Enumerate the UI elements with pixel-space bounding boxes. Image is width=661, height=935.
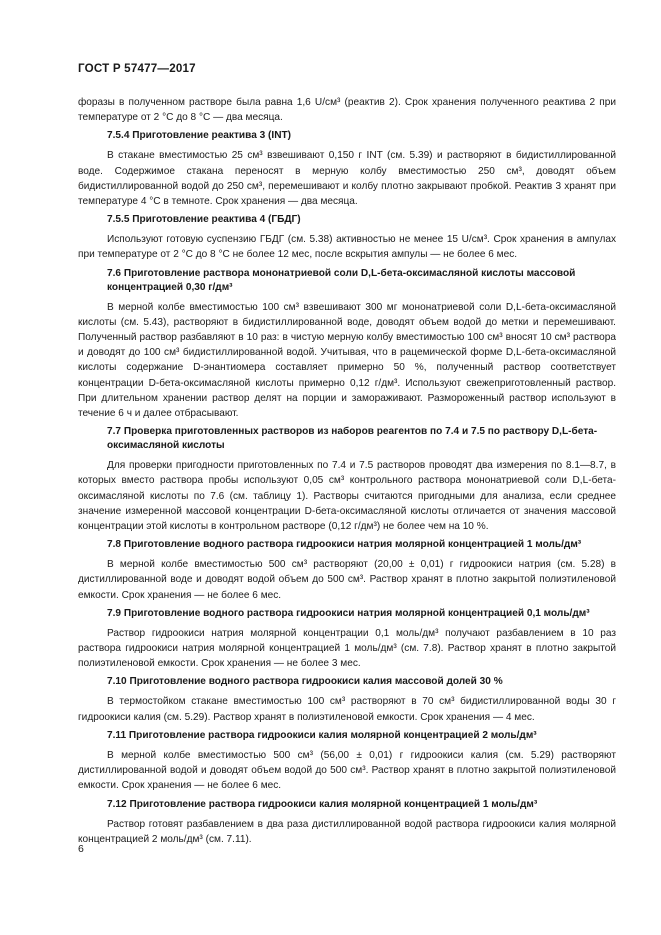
heading-7-8: 7.8 Приготовление водного раствора гидроокиси натрия молярной концентрацией 1 моль/дм³ [107, 539, 582, 551]
paragraph-7-5-5: Используют готовую суспензию ГБДГ (см. 5.38) активностью не менее 15 U/см³. Срок хранения в ампулах при температуре от 2 °С до 8 °С не более 12 мес, после вскрытия ампулы — не более 6 мес. [78, 234, 616, 261]
heading-7-11: 7.11 Приготовление раствора гидроокиси калия молярной концентрацией 2 моль/дм³ [107, 729, 537, 741]
paragraph-7-11: В мерной колбе вместимостью 500 см³ (56,00 ± 0,01) г гидроокиси калия (см. 5.29) растворяют дистиллированной водой и доводят объем водой до 500 см³. Раствор хранят в плотно закрытой полиэтиленовой емкости. Срок хранения — не более 6 мес. [78, 749, 616, 792]
heading-7-12: 7.12 Приготовление раствора гидроокиси калия молярной концентрацией 1 моль/дм³ [107, 798, 538, 810]
paragraph-continuation: форазы в полученном растворе была равна 1,6 U/см³ (реактив 2). Срок хранения полученного реактива 2 при температуре от 2 °С до 8 °С — два месяца. [78, 97, 616, 124]
heading-7-7: 7.7 Проверка приготовленных растворов из наборов реагентов по 7.4 и 7.5 по раствору D,L-бета-оксимасляной кислоты [107, 426, 598, 452]
heading-7-9: 7.9 Приготовление водного раствора гидроокиси натрия молярной концентрацией 0,1 моль/дм³ [107, 607, 590, 619]
heading-7-5-4: 7.5.4 Приготовление реактива 3 (INT) [107, 130, 292, 142]
paragraph-7-7: Для проверки пригодности приготовленных по 7.4 и 7.5 растворов проводят два измерения по 8.1—8.7, в которых вместо раствора пробы используют 0,05 см³ контрольного раствора мононатриевой соли D,L-бета-оксимасляной кислоты по 7.6 (см. таблицу 1). Растворы считаются пригодными для анализа, если среднее значение измеренной массовой концентрации D-бета-оксимасляной кислоты отличается от значения массовой концентрации этой кислоты в контрольном растворе (0,12 г/дм³) не более чем на 10 %. [78, 460, 616, 533]
paragraph-7-9: Раствор гидроокиси натрия молярной концентрации 0,1 моль/дм³ получают разбавлением в 10 раз раствора гидроокиси натрия молярной концентрацией 1 моль/дм³ (см. 7.8). Раствор хранят в плотно закрытой полиэтиленовой емкости. Срок хранения — не более 3 мес. [78, 627, 616, 670]
page-number: 6 [78, 843, 84, 855]
heading-7-10: 7.10 Приготовление водного раствора гидроокиси калия массовой долей 30 % [107, 676, 503, 688]
document-header: ГОСТ Р 57477—2017 [78, 62, 196, 75]
paragraph-7-8: В мерной колбе вместимостью 500 см³ растворяют (20,00 ± 0,01) г гидроокиси натрия (см. 5.28) в дистиллированной воде и доводят водой объем до 500 см³. Раствор хранят в плотно закрытой полиэтиленовой емкости. Срок хранения — не более 6 мес. [78, 559, 616, 601]
heading-7-6: 7.6 Приготовление раствора мононатриевой соли D,L-бета-оксимасляной кислоты массовой концентрацией 0,30 г/дм³ [107, 267, 576, 293]
document-body [78, 95, 616, 851]
paragraph-7-5-4: В стакане вместимостью 25 см³ взвешивают 0,150 г INT (см. 5.39) и растворяют в бидистиллированной воде. Содержимое стакана переносят в мерную колбу вместимостью 250 см³, доводят объем бидистиллированной водой до 250 см³, перемешивают и колбу плотно закрывают пробкой. Реактив 3 хранят при температуре 4 °С в темноте. Срок хранения — два месяца. [78, 150, 616, 208]
paragraph-7-12: Раствор готовят разбавлением в два раза дистиллированной водой раствора гидроокиси калия молярной концентрацией 2 моль/дм³ (см. 7.11). [78, 818, 616, 845]
paragraph-7-6: В мерной колбе вместимостью 100 см³ взвешивают 300 мг мононатриевой соли D,L-бета-оксимасляной кислоты (см. 5.43), растворяют в бидистиллированной воде, доводят объем водой до метки и перемешивают. Полученный раствор разбавляют в 10 раз: в чистую мерную колбу вместимостью 100 см³ вносят 10 см³ раствора и доводят до 100 см³ бидистиллированной водой. Учитывая, что в рацемической форме D,L-бета-оксимасляной кислоты содержание D-энантиомера составляет примерно 50 %, полученный раствор соответствует концентрации D-бета-оксимасляной кислоты примерно 0,12 г/дм³. Используют свежеприготовленный раствор. При длительном хранении раствор делят на порции и замораживают. Размороженный раствор используют в течение 6 ч и далее отбрасывают. [78, 301, 616, 420]
heading-7-5-5: 7.5.5 Приготовление реактива 4 (ГБДГ) [107, 214, 301, 226]
paragraph-7-10: В термостойком стакане вместимостью 100 см³ растворяют в 70 см³ бидистиллированной воды 30 г гидроокиси калия (см. 5.29). Раствор хранят в полиэтиленовой емкости. Срок хранения — 4 мес. [78, 696, 616, 723]
